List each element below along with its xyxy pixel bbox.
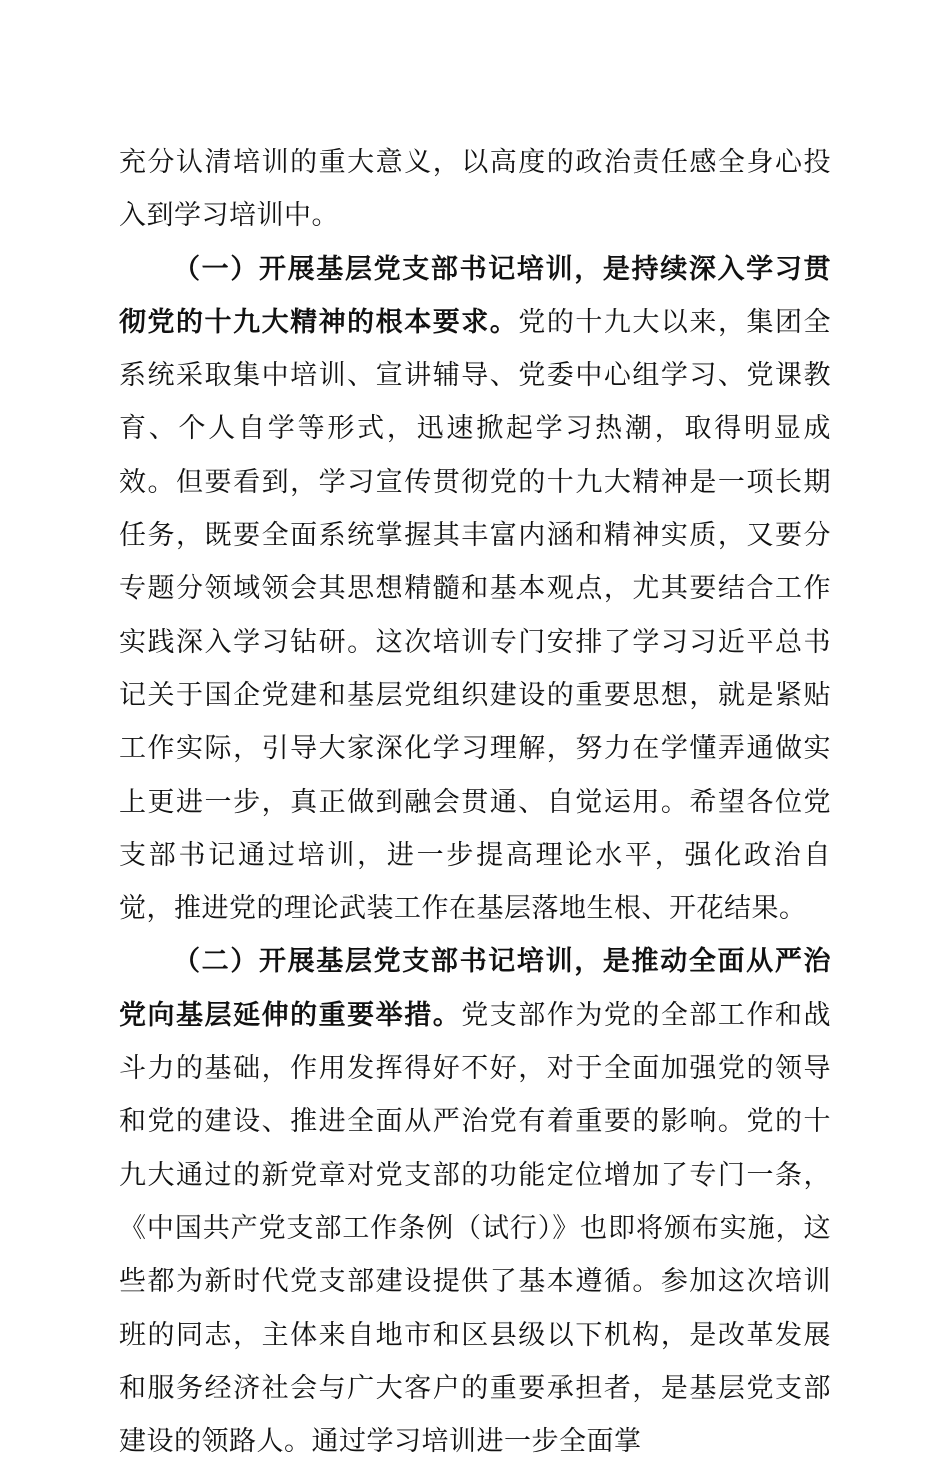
section-one-heading: （一）开展基层党支部书记培训，是持续深入学习贯彻党的十九大精神的根本要求。 [119, 253, 831, 338]
section-two-paragraph [119, 935, 831, 1468]
section-one-paragraph [119, 243, 831, 936]
section-one-body: 党的十九大以来，集团全系统采取集中培训、宣讲辅导、党委中心组学习、党课教育、个人自学等形式，迅速掀起学习热潮，取得明显成效。但要看到，学习宣传贯彻党的十九大精神是一项长期任务，既要全面系统掌握其丰富内涵和精神实质，又要分专题分领域领会其思想精髓和基本观点，尤其要结合工作实践深入学习钻研。这次培训专门安排了学习习近平总书记关于国企党建和基层党组织建设的重要思想，就是紧贴工作实际，引导大家深化学习理解，努力在学懂弄通做实上更进一步，真正做到融会贯通、自觉运用。希望各位党支部书记通过培训，进一步提高理论水平，强化政治自觉，推进党的理论武装工作在基层落地生根、开花结果。 [119, 306, 832, 925]
section-two-heading: （二）开展基层党支部书记培训，是推动全面从严治党向基层延伸的重要举措。 [119, 946, 831, 1031]
paragraph-continuation [119, 136, 831, 243]
document-body [119, 136, 831, 1468]
section-two-body: 党支部作为党的全部工作和战斗力的基础，作用发挥得好不好，对于全面加强党的领导和党的建设、推进全面从严治党有着重要的影响。党的十九大通过的新党章对党支部的功能定位增加了专门一条，《中国共产党支部工作条例（试行）》也即将颁布实施，这些都为新时代党支部建设提供了基本遵循。参加这次培训班的同志，主体来自地市和区县级以下机构，是改革发展和服务经济社会与广大客户的重要承担者，是基层党支部建设的领路人。通过学习培训进一步全面掌 [119, 999, 831, 1458]
paragraph-text: 充分认清培训的重大意义，以高度的政治责任感全身心投入到学习培训中。 [119, 147, 831, 232]
